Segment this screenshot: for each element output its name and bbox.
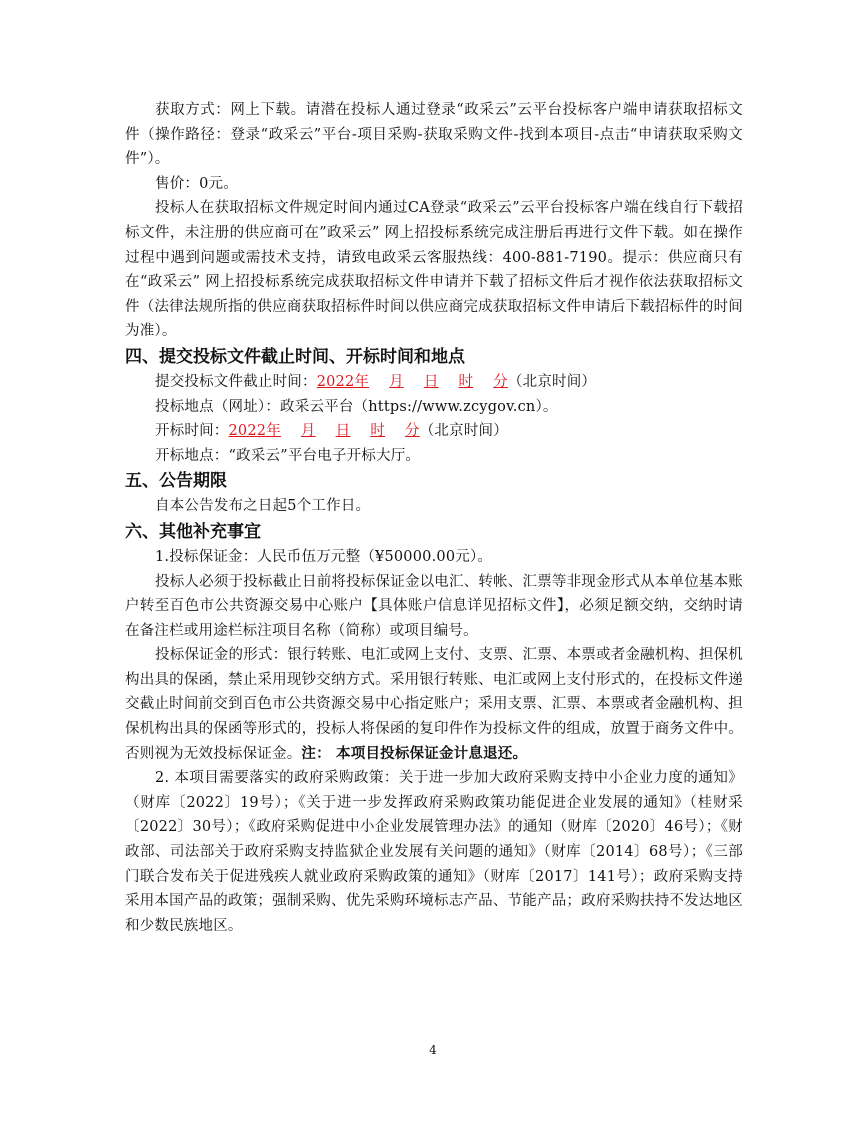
deposit-note: 注： 本项目投标保证金计息退还。: [301, 745, 528, 762]
deposit-item: 1.投标保证金：人民币伍万元整（¥50000.00元）。: [155, 548, 493, 565]
deposit-paragraph: 投标人必须于投标截止日前将投标保证金以电汇、转帐、汇票等非现金形式从本单位基本账户转至百色市公共资源交易中心账户【具体账户信息详见招标文件】，必须足额交纳，交纳时请在备注栏或用途栏标注项目名称（简称）或项目编号。: [125, 573, 743, 639]
para-bidder-download: 投标人在获取招标文件规定时间内通过CA登录“政采云”云平台投标客户端在线自行下载招标文件，未注册的供应商可在”政采云” 网上招投标系统完成注册后再进行文件下载。如在操作过程中遇到问题或需技术支持，请致电政采云客服热线：400-881-7190。提示：供应商只有在“政采云” 网上招投标系统完成获取招标文件申请并下载了招标文件后才视作依法获取招标文件（法律法规所指的供应商获取招标件时间以供应商完成获取招标文件申请后下载招标件的时间为准）。: [125, 200, 743, 340]
document-body: [125, 98, 743, 938]
section5-heading: 五、公告期限: [125, 471, 227, 492]
deposit-form-paragraph: 投标保证金的形式：银行转账、电汇或网上支付、支票、汇票、本票或者金融机构、担保机构出具的保函，禁止采用现钞交纳方式。采用银行转账、电汇或网上支付形式的，在投标文件递交截止时间前交到百色市公共资源交易中心指定账户；采用支票、汇票、本票或者金融机构、担保机构出具的保函等形式的，投标人将保函的复印件作为投标文件的组成，放置于商务文件中。否则视为无效投标保证金。注： 本项目投标保证金计息退还。: [125, 647, 743, 762]
open-time-line: 开标时间：2022年 月 日 时 分（北京时间）: [155, 423, 508, 440]
page-number: 4: [429, 1043, 437, 1057]
para-price: 售价：0元。: [155, 175, 238, 192]
section6-heading: 六、其他补充事宜: [125, 521, 261, 542]
policy-item: 2. 本项目需要落实的政府采购政策：关于进一步加大政府采购支持中小企业力度的通知》（财库〔2022〕19号）；《关于进一步发挥政府采购政策功能促进企业发展的通知》（桂财采〔2022〕30号）；《政府采购促进中小企业发展管理办法》的通知（财库〔2020〕46号）；《财政部、司法部关于政府采购支持监狱企业发展有关问题的通知》（财库〔2014〕68号）；《三部门联合发布关于促进残疾人就业政府采购政策的通知》（财库〔2017〕141号）；政府采购支持采用本国产品的政策；强制采购、优先采购环境标志产品、节能产品；政府采购扶持不发达地区和少数民族地区。: [125, 770, 743, 934]
open-place: 开标地点：“政采云”平台电子开标大厅。: [155, 447, 421, 464]
notice-period: 自本公告发布之日起5个工作日。: [155, 498, 371, 515]
section4-heading: 四、提交投标文件截止时间、开标时间和地点: [125, 346, 465, 367]
para-fetch-method: 获取方式：网上下载。请潜在投标人通过登录“政采云”云平台投标客户端申请获取招标文件（操作路径：登录“政采云”平台-项目采购-获取采购文件-找到本项目-点击“申请获取采购文件”）。: [125, 102, 743, 168]
deadline-line: 提交投标文件截止时间：2022年 月 日 时 分（北京时间）: [155, 373, 597, 390]
bid-location: 投标地点（网址）：政采云平台（https://www.zcygov.cn）。: [155, 398, 558, 415]
